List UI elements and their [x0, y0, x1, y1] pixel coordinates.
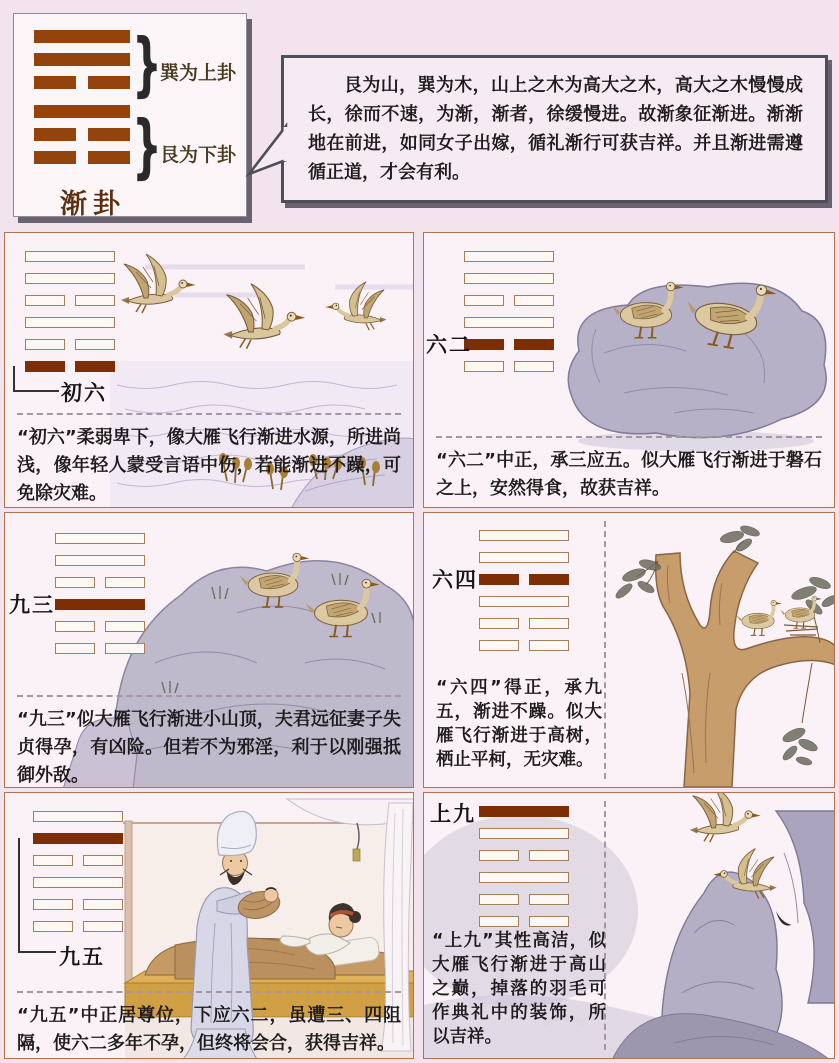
hexagram-diagram: [34, 30, 130, 174]
hexagram-line-5: [34, 53, 130, 66]
hexagram-line-2: [25, 339, 115, 350]
hexagram-line-3: [34, 105, 130, 118]
hexagram-line-1: [479, 640, 569, 651]
hexagram-line-5: [479, 828, 569, 839]
hexagram-diagram: [464, 251, 554, 383]
hexagram-line-4: [464, 295, 554, 306]
hexagram-line-5: [479, 552, 569, 563]
line-label: 上九: [430, 802, 476, 826]
lower-trigram-brace: }: [132, 105, 162, 187]
hexagram-line-6: [25, 251, 115, 262]
hexagram-diagram: [479, 530, 569, 662]
panel-jiu-wu: [4, 792, 414, 1059]
hexagram-line-4: [479, 574, 569, 585]
hexagram-title: 渐卦: [60, 189, 126, 220]
line-commentary: “六四”得正，承九五，渐进不躁。似大雁飞行渐进于高树，栖止平柯，无灾难。: [436, 678, 602, 770]
hexagram-line-1: [55, 643, 145, 654]
line-commentary: “九三”似大雁飞行渐进小山顶，夫君远征妻子失贞得孕，有凶险。但若不为邪淫，利于以刚强抵御外敌。: [17, 695, 401, 788]
line-label: 六四: [432, 568, 478, 592]
hexagram-line-4: [479, 850, 569, 861]
hexagram-line-3: [25, 317, 115, 328]
hexagram-diagram: [33, 811, 123, 943]
hexagram-line-2: [479, 894, 569, 905]
hexagram-line-3: [479, 872, 569, 883]
hexagram-line-4: [25, 295, 115, 306]
upper-trigram-brace: }: [132, 23, 162, 105]
line-commentary: “六二”中正，承三应五。似大雁飞行渐进于磐石之上，安然得食，故获吉祥。: [436, 436, 822, 503]
geese-perched-in-tall-tree-illustration: [606, 513, 835, 787]
hexagram-line-6: [464, 251, 554, 262]
hexagram-line-2: [479, 618, 569, 629]
commentary-bubble: [281, 55, 828, 203]
hexagram-line-2: [464, 339, 554, 350]
hexagram-summary-box: [13, 13, 247, 220]
hexagram-line-2: [34, 128, 130, 141]
lower-trigram-label: 艮为下卦: [160, 144, 237, 166]
hexagram-line-1: [34, 151, 130, 164]
hexagram-line-2: [33, 899, 123, 910]
panel-liu-er: [423, 232, 835, 508]
hexagram-line-4: [55, 577, 145, 588]
hexagram-line-5: [25, 273, 115, 284]
hexagram-line-3: [479, 596, 569, 607]
commentary-text: 艮为山，巽为木，山上之木为高大之木，高大之木慢慢成长，徐而不速，为渐，渐者，徐缓慢进。故渐象征渐进。渐渐地在前进，如同女子出嫁，循礼渐行可获吉祥。并且渐进需遵循正道，才会有利。: [308, 75, 803, 183]
line-label: 九三: [9, 593, 55, 617]
hexagram-line-4: [34, 76, 130, 89]
line-label: 初六: [61, 381, 107, 405]
panel-shang-jiu: [423, 792, 835, 1059]
hexagram-line-1: [25, 361, 115, 372]
line-label: 六二: [426, 333, 472, 357]
line-label: 九五: [59, 945, 105, 969]
hexagram-diagram: [479, 806, 569, 938]
hexagram-line-6: [34, 30, 130, 43]
hexagram-line-6: [55, 533, 145, 544]
line-commentary: “九五”中正居尊位，下应六二，虽遭三、四阻隔，使六二多年不孕，但终将会合，获得吉祥。: [17, 991, 401, 1058]
hexagram-line-5: [33, 833, 123, 844]
panel-jiu-san: [4, 512, 414, 788]
hexagram-diagram: [25, 251, 115, 383]
panel-chu-liu: [4, 232, 414, 508]
hexagram-line-3: [464, 317, 554, 328]
upper-trigram-label: 巽为上卦: [160, 62, 237, 84]
line-commentary: “初六”柔弱卑下，像大雁飞行渐进水源，所进尚浅，像年轻人蒙受言语中伤，若能渐进不躁，可免除灾难。: [17, 413, 401, 508]
hexagram-line-1: [33, 921, 123, 932]
vertical-divider: [604, 521, 606, 779]
hexagram-line-5: [464, 273, 554, 284]
hexagram-line-3: [33, 877, 123, 888]
line-commentary: “上九”其性高洁，似大雁飞行渐进于高山之巅，掉落的羽毛可作典礼中的装饰，所以吉祥。: [432, 931, 606, 1047]
hexagram-line-3: [55, 599, 145, 610]
hexagram-line-5: [55, 555, 145, 566]
panel-liu-si: [423, 512, 835, 788]
hexagram-diagram: [55, 533, 145, 665]
hexagram-line-6: [33, 811, 123, 822]
bubble-tail: [247, 124, 287, 180]
hexagram-line-6: [479, 530, 569, 541]
hexagram-line-4: [33, 855, 123, 866]
hexagram-line-1: [464, 361, 554, 372]
hexagram-line-2: [55, 621, 145, 632]
hexagram-line-1: [479, 916, 569, 927]
hexagram-line-6: [479, 806, 569, 817]
